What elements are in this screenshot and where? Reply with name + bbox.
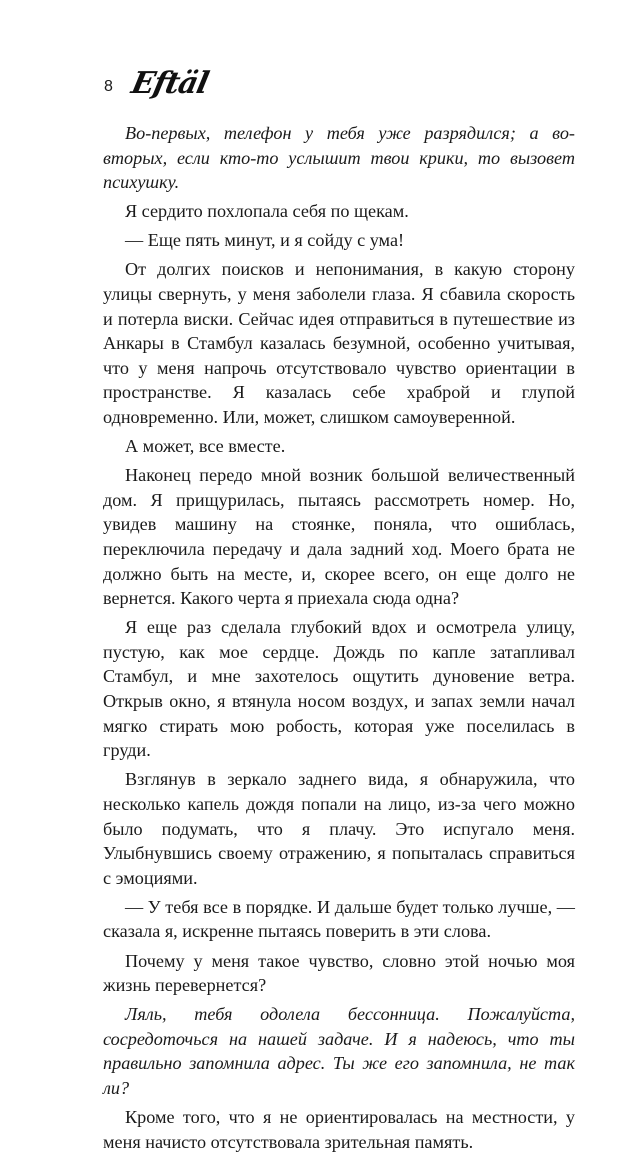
- page-header: [0, 0, 644, 110]
- paragraph-dialogue: — У тебя все в порядке. И дальше будет только лучше, — сказала я, искренне пытаясь поверить в эти слова.: [103, 896, 575, 942]
- paragraph: Почему у меня такое чувство, словно этой ночью моя жизнь перевернется?: [103, 950, 575, 996]
- paragraph: А может, все вместе.: [125, 436, 286, 457]
- paragraph: От долгих поисков и непонимания, в какую сторону улицы свернуть, у меня заболели глаза. Я сбавила скорость и потерла виски. Сейчас идея отправиться в путешествие из Анкары в Стамбул казалась безумной, особенно учитывая, что у меня напрочь отсутствовало чувство ориентации в пространстве. Я казалась себе храброй и глупой одновременно. Или, может, слишком самоуверенной.: [103, 259, 575, 428]
- paragraph-thought: Во-первых, телефон у тебя уже разрядился; а во-вторых, если кто-то услышит твои крики, то вызовет психушку.: [103, 123, 575, 193]
- paragraph: Я сердито похлопала себя по щекам.: [125, 201, 409, 222]
- paragraph: Я еще раз сделала глубокий вдох и осмотрела улицу, пустую, как мое сердце. Дождь по капле затапливал Стамбул, и мне захотелось ощутить дуновение ветра. Открыв окно, я втянула носом воздух, и запах земли начал мягко стирать мою робость, которая уже поселилась в груди.: [103, 617, 575, 761]
- body-text: [103, 121, 575, 1159]
- page-number: 8: [104, 78, 113, 95]
- paragraph-thought: Ляль, тебя одолела бессонница. Пожалуйста, сосредоточься на нашей задаче. И я надеюсь, что ты правильно запомнила адрес. Ты же его запомнила, не так ли?: [103, 1004, 575, 1098]
- running-head-logo: Eftäl: [128, 66, 212, 101]
- paragraph: Наконец передо мной возник большой величественный дом. Я прищурилась, пытаясь рассмотреть номер. Но, увидев машину на стоянке, поняла, что ошиблась, переключила передачу и дала задний ход. Моего брата не должно быть на месте, и, скорее всего, он еще долго не вернется. Какого черта я приехала сюда одна?: [103, 465, 575, 609]
- paragraph: Кроме того, что я не ориентировалась на местности, у меня начисто отсутствовала зрительная память.: [103, 1107, 575, 1152]
- paragraph-dialogue: — Еще пять минут, и я сойду с ума!: [125, 230, 405, 251]
- paragraph: Взглянув в зеркало заднего вида, я обнаружила, что несколько капель дождя попали на лицо, из-за чего можно было подумать, что я плачу. Это испугало меня. Улыбнувшись своему отражению, я попыталась справиться с эмоциями.: [103, 769, 575, 888]
